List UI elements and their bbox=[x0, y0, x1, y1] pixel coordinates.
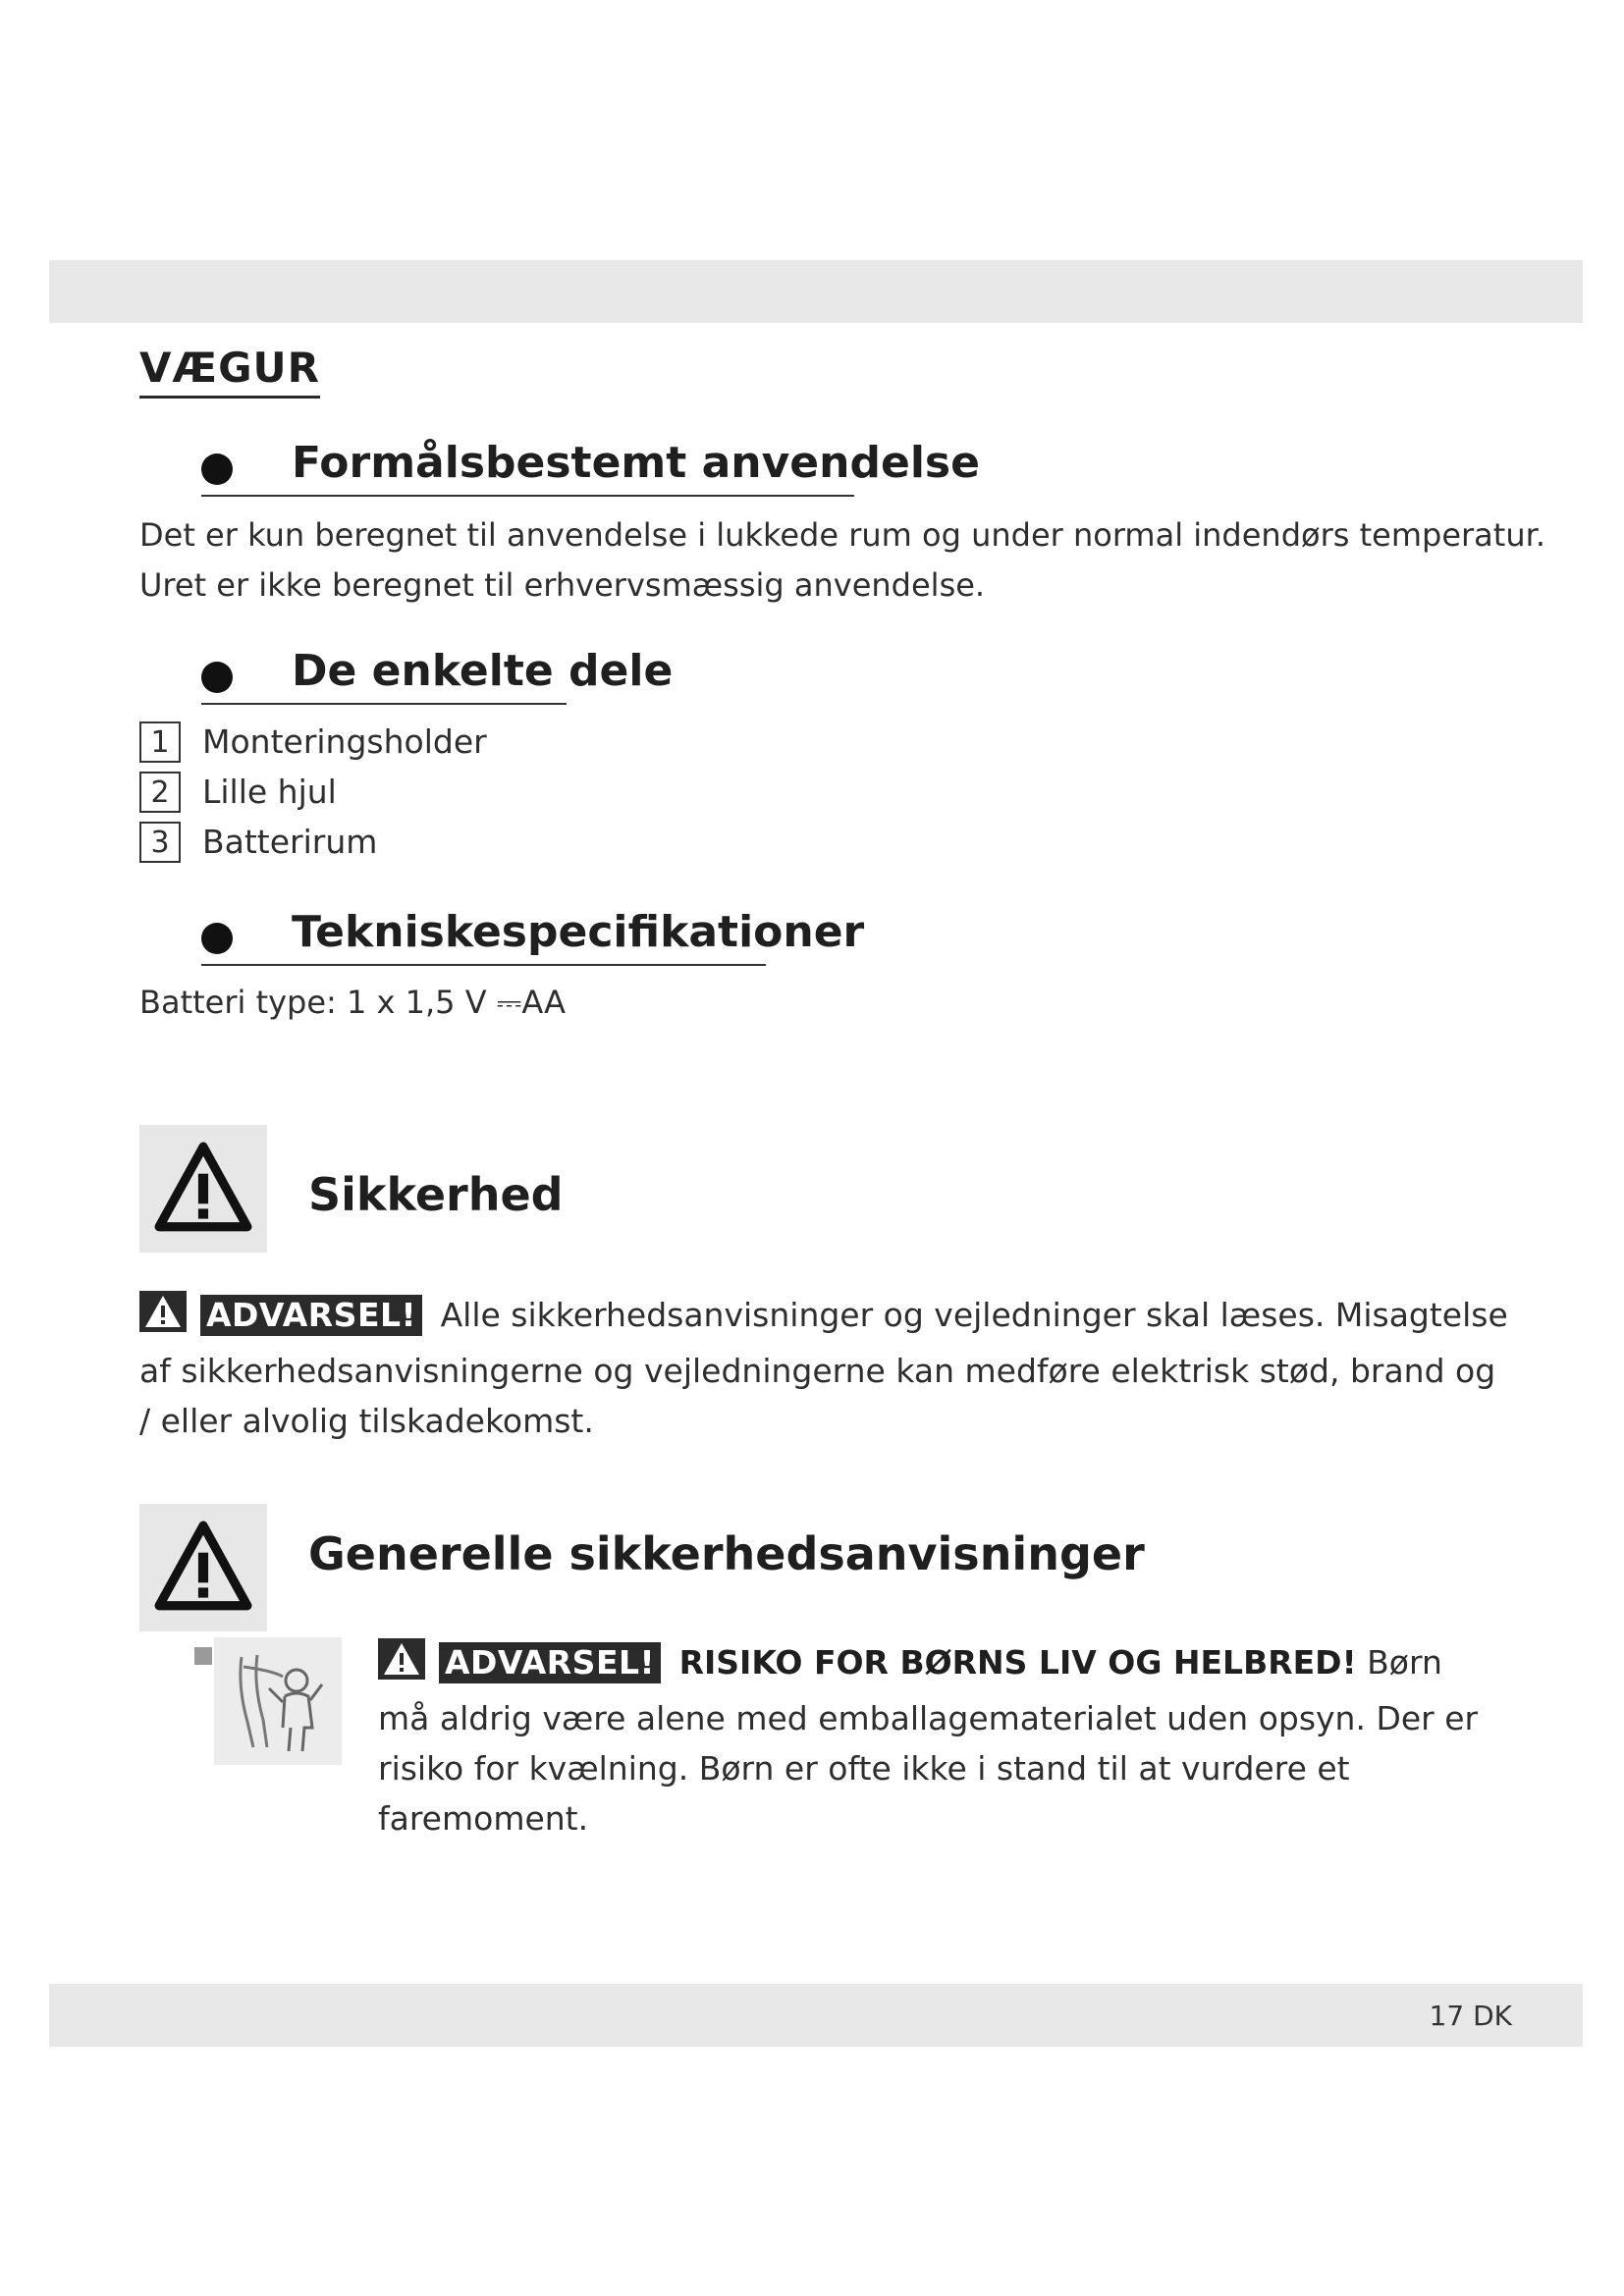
section-heading: Tekniskespecifikationer bbox=[292, 907, 865, 957]
heading-underline bbox=[201, 495, 854, 497]
warning-triangle-icon bbox=[139, 1125, 267, 1253]
part-label: Batterirum bbox=[202, 823, 378, 861]
child-warning-text: Børn må aldrig være alene med emballagematerialet uden opsyn. Der er risiko for kvælning. Børn er ofte ikke i stand til at vurdere et faremoment. bbox=[378, 1643, 1479, 1838]
part-number: 1 bbox=[139, 721, 181, 763]
child-hazard-icon bbox=[214, 1637, 342, 1765]
battery-spec bbox=[139, 978, 566, 1028]
list-item bbox=[139, 717, 487, 767]
page-number: 17 DK bbox=[1429, 2000, 1512, 2032]
heading-underline bbox=[201, 703, 567, 705]
dc-symbol-icon: ⎓ bbox=[496, 984, 522, 1021]
section-heading: De enkelte dele bbox=[292, 646, 674, 696]
part-label: Monteringsholder bbox=[202, 722, 487, 761]
page-title: VÆGUR bbox=[139, 344, 320, 399]
warning-triangle-icon bbox=[139, 1504, 267, 1631]
safety-warning-paragraph bbox=[139, 1290, 1514, 1446]
general-safety-heading: Generelle sikkerhedsanvisninger bbox=[308, 1527, 1145, 1580]
warning-badge: ADVARSEL! bbox=[200, 1295, 422, 1336]
safety-heading: Sikkerhed bbox=[308, 1168, 564, 1221]
bullet-dot-icon bbox=[201, 662, 233, 693]
section-heading: Formålsbestemt anvendelse bbox=[292, 438, 980, 488]
intended-use-line-1: Det er kun beregnet til anvendelse i lukkede rum og under normal indendørs temperatur. bbox=[139, 516, 1545, 554]
battery-type: AA bbox=[521, 984, 566, 1021]
bullet-dot-icon bbox=[201, 454, 233, 485]
part-number: 3 bbox=[139, 822, 181, 863]
list-item bbox=[139, 767, 487, 817]
child-warning-paragraph bbox=[378, 1637, 1497, 1843]
footer-band bbox=[49, 1984, 1583, 2047]
battery-label: Batteri type: 1 x 1,5 V bbox=[139, 984, 487, 1021]
part-label: Lille hjul bbox=[202, 773, 337, 811]
list-item bbox=[139, 817, 487, 867]
risk-heading: RISIKO FOR BØRNS LIV OG HELBRED! bbox=[678, 1643, 1357, 1682]
warning-badge: ADVARSEL! bbox=[439, 1642, 661, 1683]
parts-list bbox=[139, 717, 487, 867]
warning-small-icon bbox=[139, 1291, 187, 1346]
header-band bbox=[49, 260, 1583, 323]
warning-small-icon bbox=[378, 1638, 425, 1693]
bullet-square-icon bbox=[194, 1647, 212, 1665]
safety-text: Alle sikkerhedsanvisninger og vejledninger skal læses. Misagtelse af sikkerhedsanvisningerne og vejledningerne kan medføre elektrisk stød, brand og / eller alvolig tilskadekomst. bbox=[139, 1296, 1508, 1440]
bullet-dot-icon bbox=[201, 923, 233, 954]
intended-use-line-2: Uret er ikke beregnet til erhvervsmæssig anvendelse. bbox=[139, 566, 986, 604]
heading-underline bbox=[201, 964, 766, 966]
part-number: 2 bbox=[139, 772, 181, 813]
